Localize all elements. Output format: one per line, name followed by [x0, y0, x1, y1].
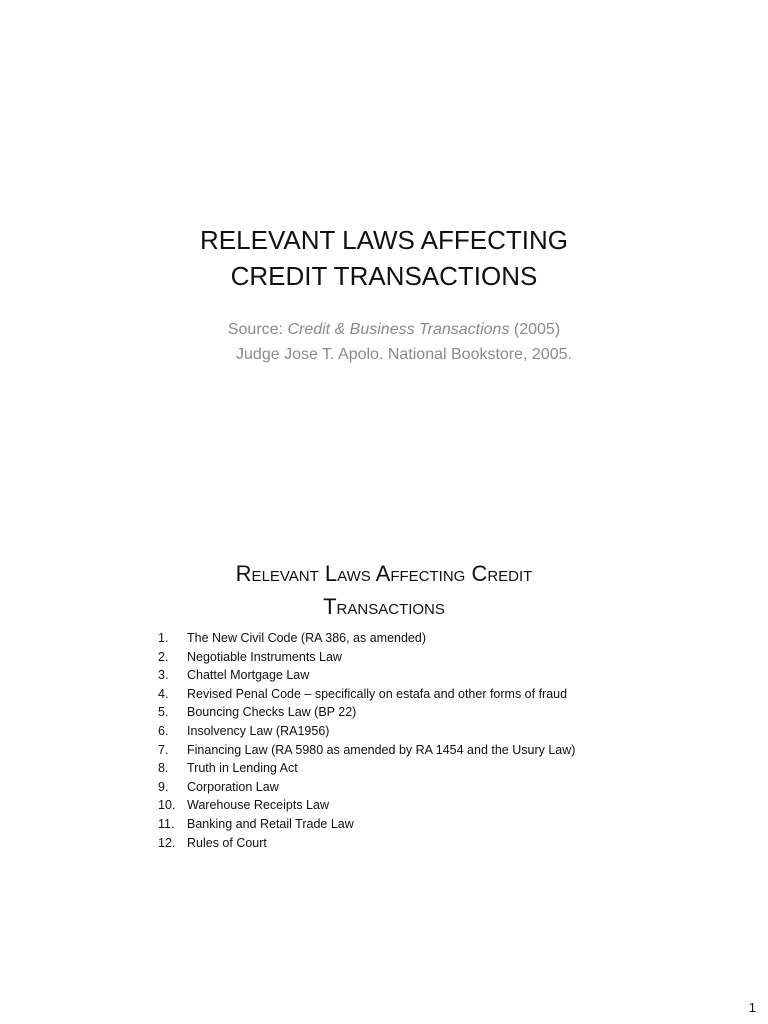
- list-item-text: Bouncing Checks Law (BP 22): [187, 705, 357, 720]
- list-item-text: Truth in Lending Act: [187, 761, 298, 776]
- list-item: [158, 780, 598, 795]
- list-item-number: 12.: [158, 835, 176, 850]
- list-item: [158, 724, 598, 739]
- list-item-number: 2.: [158, 649, 169, 664]
- list-item-number: 7.: [158, 742, 169, 757]
- source-book-title: Credit & Business Transactions: [287, 321, 510, 338]
- list-item-text: Revised Penal Code – specifically on estafa and other forms of fraud: [187, 686, 568, 701]
- list-item-number: 5.: [158, 705, 169, 720]
- list-item: [158, 668, 598, 683]
- page-number: 1: [748, 1000, 756, 1015]
- slide1-title: [0, 222, 768, 294]
- list-item: [158, 761, 598, 776]
- slide2-title-line1: Relevant Laws Affecting Credit: [235, 561, 533, 586]
- list-item-text: The New Civil Code (RA 386, as amended): [187, 631, 427, 645]
- list-item-text: Chattel Mortgage Law: [187, 668, 310, 683]
- list-item-number: 10.: [158, 798, 176, 813]
- list-item-number: 9.: [158, 779, 169, 794]
- list-item-text: Banking and Retail Trade Law: [187, 816, 354, 831]
- list-item-number: 8.: [158, 761, 169, 776]
- list-item-text: Warehouse Receipts Law: [187, 798, 329, 813]
- list-item-number: 6.: [158, 723, 169, 738]
- slide2-title-line2: Transactions: [323, 594, 445, 619]
- list-item: [158, 650, 598, 665]
- list-item-text: Financing Law (RA 5980 as amended by RA 1454 and the Usury Law): [187, 742, 576, 757]
- source-citation: [0, 317, 768, 367]
- list-item-number: 11.: [158, 816, 175, 831]
- slide1-title-line2: CREDIT TRANSACTIONS: [230, 261, 538, 291]
- source-line1: [0, 317, 768, 342]
- source-prefix: Source:: [227, 321, 288, 338]
- list-item-text: Corporation Law: [187, 779, 279, 794]
- list-item-text: Negotiable Instruments Law: [187, 649, 342, 664]
- list-item: [158, 817, 598, 832]
- source-line2: Judge Jose T. Apolo. National Bookstore, 2005.: [236, 346, 572, 363]
- list-item-number: 1.: [158, 631, 169, 645]
- list-item: [158, 705, 598, 720]
- list-item: [158, 687, 598, 702]
- slide2-title: [0, 557, 768, 623]
- law-list: [158, 631, 598, 854]
- list-item-number: 4.: [158, 686, 169, 701]
- list-item: [158, 631, 598, 646]
- list-item: [158, 836, 598, 851]
- slide1-title-line1: RELEVANT LAWS AFFECTING: [200, 225, 568, 255]
- source-year: (2005): [509, 321, 561, 338]
- list-item-number: 3.: [158, 668, 169, 683]
- list-item-text: Insolvency Law (RA1956): [187, 723, 330, 738]
- list-item: [158, 743, 598, 758]
- list-item-text: Rules of Court: [187, 835, 267, 850]
- list-item: [158, 798, 598, 813]
